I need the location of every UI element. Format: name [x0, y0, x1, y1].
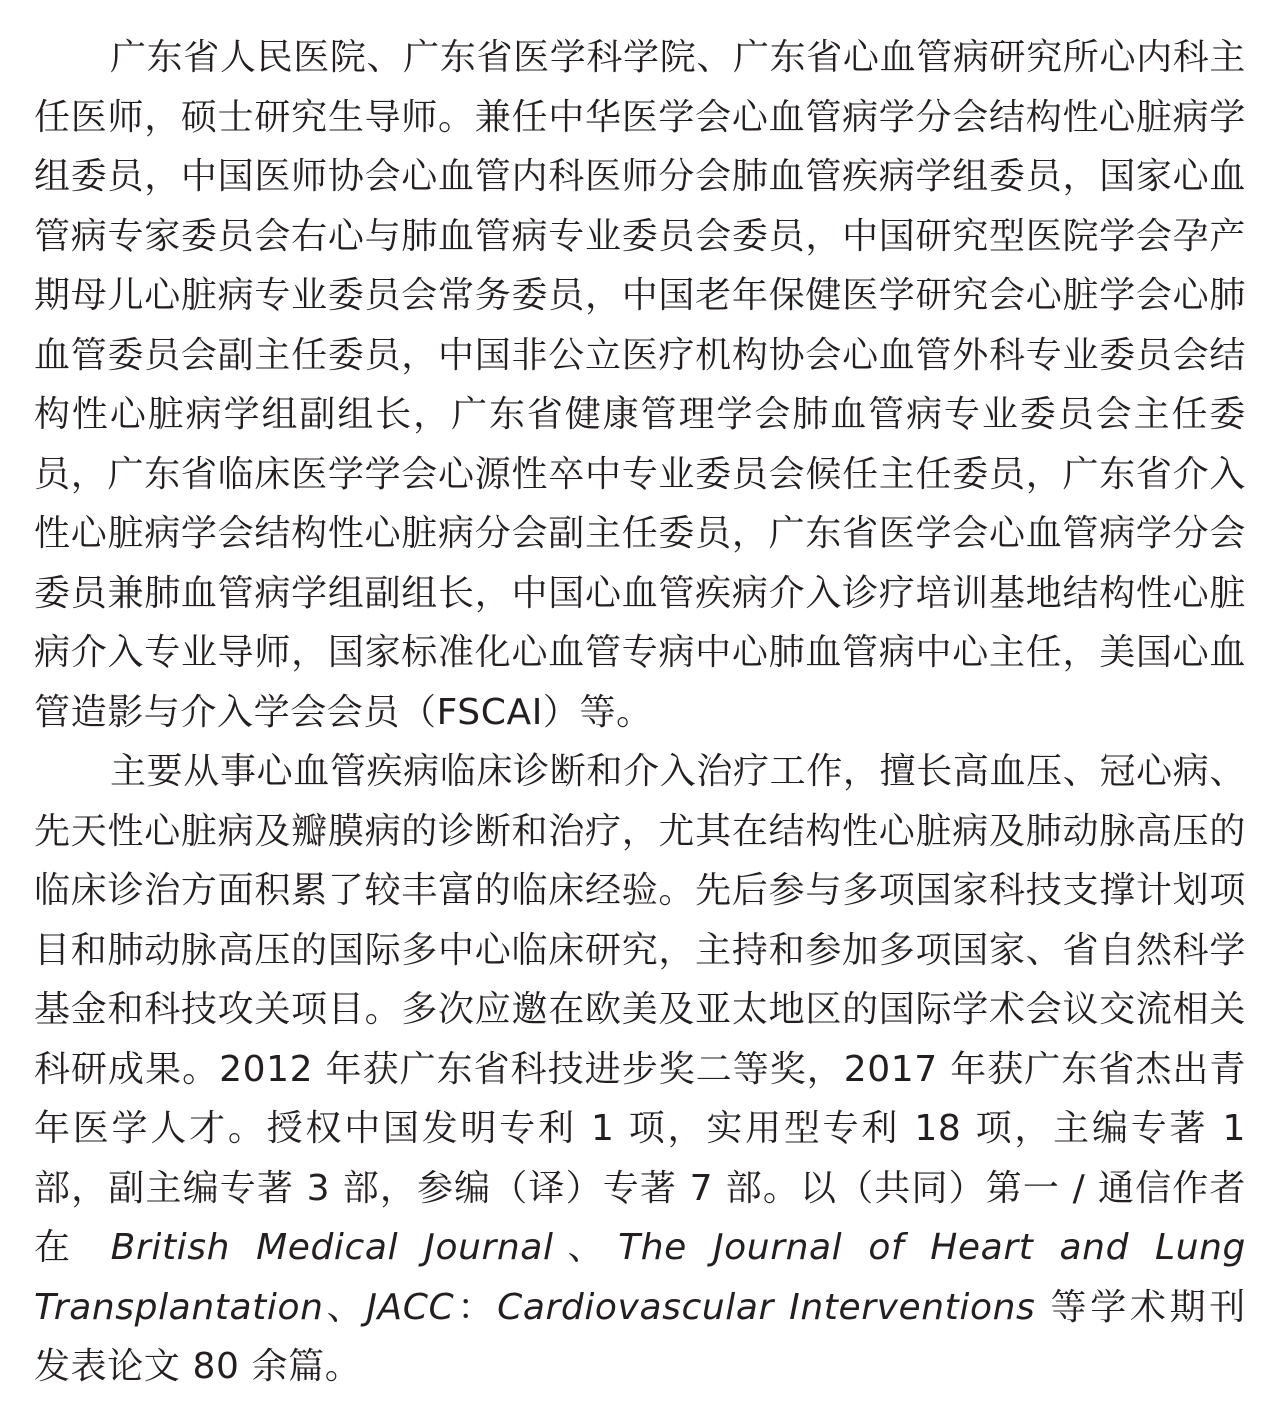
text-segment: 、 [553, 1227, 619, 1268]
paragraph-affiliations [34, 28, 1246, 742]
journal-title: British Medical Journal [110, 1227, 554, 1268]
document-body [34, 28, 1246, 1397]
text-segment: 广东省人民医院、广东省医学科学院、广东省心血管病研究所心内科主任医师，硕士研究生导师。兼任中华医学会心血管病学分会结构性心脏病学组委员，中国医师协会心血管内科医师分会肺血管疾病学组委员，国家心血管病专家委员会右心与肺血管病专业委员会委员，中国研究型医院学会孕产期母儿心脏病专业委员会常务委员，中国老年保健医学研究会心脏学会心肺血管委员会副主任委员，中国非公立医疗机构协会心血管外科专业委员会结构性心脏病学组副组长，广东省健康管理学会肺血管病专业委员会主任委员，广东省临床医学学会心源性卒中专业委员会候任主任委员，广东省介入性心脏病学会结构性心脏病分会副主任委员，广东省医学会心血管病学分会委员兼肺血管病学组副组长，中国心血管疾病介入诊疗培训基地结构性心脏病介入专业导师，国家标准化心血管专病中心肺血管病中心主任，美国心血管造影与介入学会会员（FSCAI）等。 [34, 37, 1246, 733]
paragraph-research [34, 742, 1246, 1397]
text-segment: 、 [323, 1286, 367, 1328]
journal-title: JACC [366, 1286, 455, 1328]
journal-title: The Journal of Heart and Lung Transplantation [34, 1227, 1246, 1328]
text-segment: ： [454, 1286, 498, 1328]
text-segment: 主要从事心血管疾病临床诊断和介入治疗工作，擅长高血压、冠心病、先天性心脏病及瓣膜病的诊断和治疗，尤其在结构性心脏病及肺动脉高压的临床诊治方面积累了较丰富的临床经验。先后参与多项国家科技支撑计划项目和肺动脉高压的国际多中心临床研究，主持和参加多项国家、省自然科学基金和科技攻关项目。多次应邀在欧美及亚太地区的国际学术会议交流相关科研成果。2012 年获广东省科技进步奖二等奖，2017 年获广东省杰出青年医学人才。授权中国发明专利 1 项，实用型专利 18 项，主编专著 1 部，副主编专著 3 部，参编（译）专著 7 部。以（共同）第一 / 通信作者在 [34, 751, 1246, 1268]
text-segment: 等学术期刊发表论文 80 余篇。 [34, 1286, 1246, 1387]
journal-title: Cardiovascular Interventions [497, 1286, 1036, 1328]
